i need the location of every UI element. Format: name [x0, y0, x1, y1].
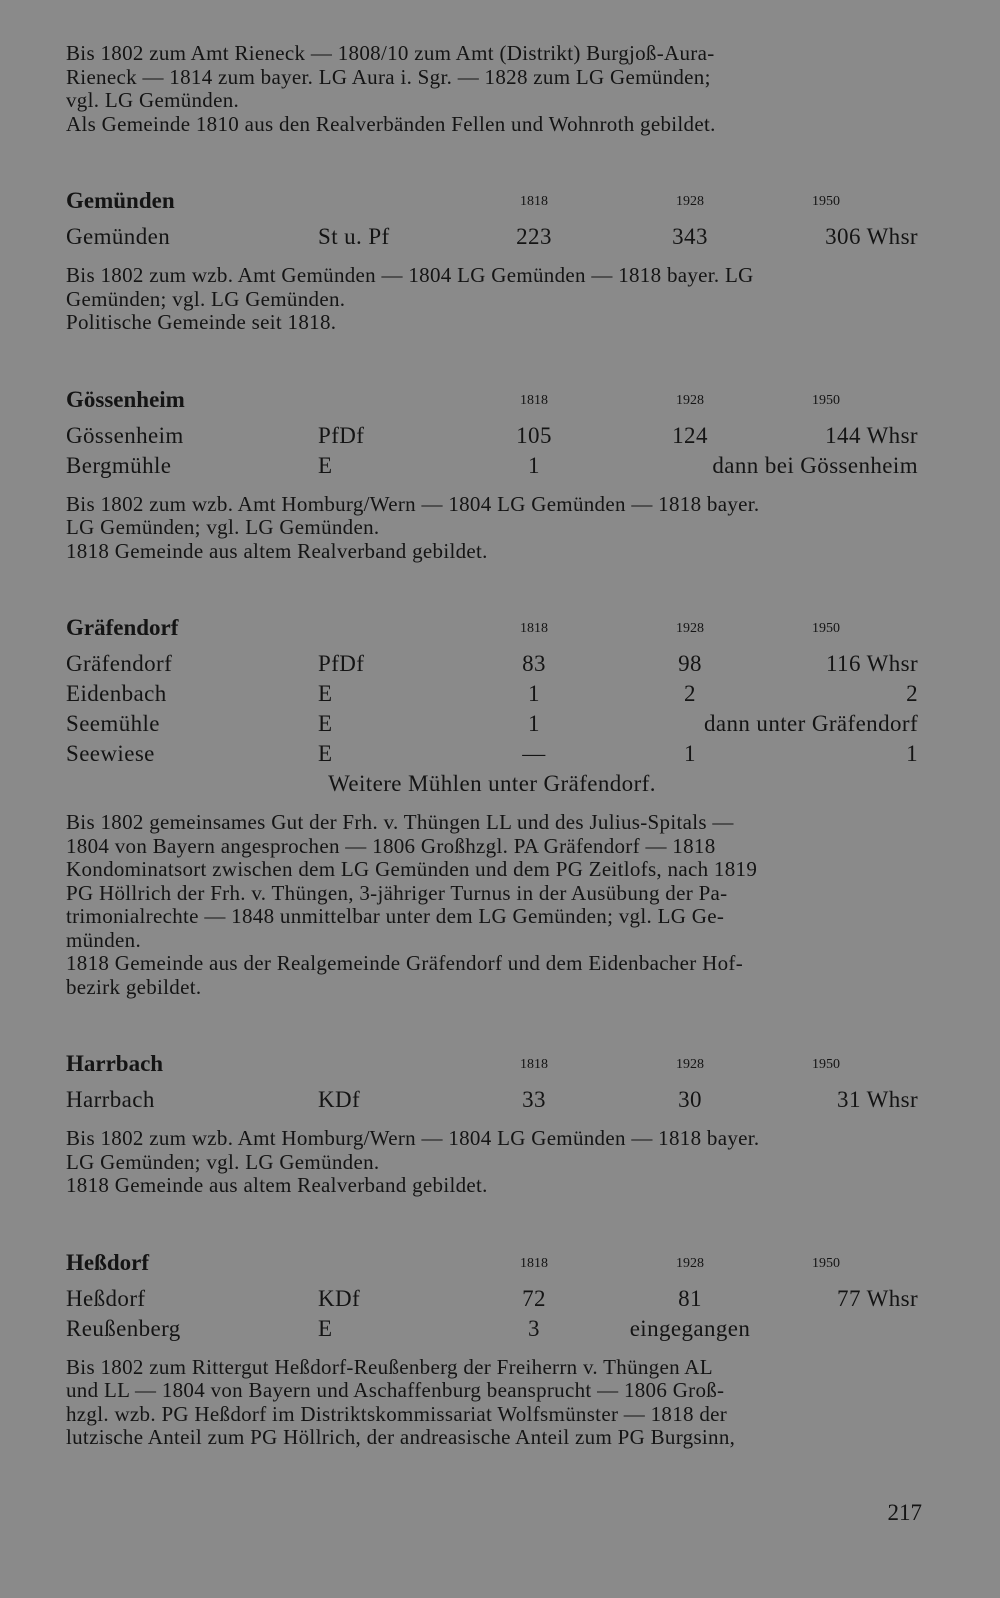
- place-type: E: [318, 681, 333, 706]
- section-description: [66, 1356, 918, 1450]
- section-0: [66, 184, 918, 335]
- year-label-1928: 1928: [676, 1255, 704, 1271]
- count-1950: 31 Whsr: [837, 1087, 918, 1112]
- place-row: [66, 1286, 918, 1316]
- description-line: Bis 1802 zum wzb. Amt Homburg/Wern — 1804 LG Gemünden — 1818 bayer.: [66, 491, 760, 516]
- count-1950: 1: [906, 741, 918, 766]
- intro-line: Bis 1802 zum Amt Rieneck — 1808/10 zum Amt (Distrikt) Burgjoß-Aura-: [66, 41, 715, 65]
- section-3: [66, 1047, 918, 1198]
- count-1818: 105: [516, 422, 552, 448]
- count-1818: 223: [516, 224, 552, 249]
- place-name: Gössenheim: [66, 422, 184, 448]
- place-row: [66, 1316, 918, 1346]
- description-line: Politische Gemeinde seit 1818.: [66, 310, 337, 334]
- year-label-1928: 1928: [676, 392, 704, 408]
- year-label-1950: 1950: [812, 1057, 840, 1072]
- place-type: PfDf: [318, 651, 365, 676]
- place-name: Gräfendorf: [66, 651, 173, 676]
- description-line: Gemünden; vgl. LG Gemünden.: [66, 286, 346, 311]
- place-row: [66, 651, 918, 681]
- sections: [66, 184, 918, 1450]
- section-header: [66, 184, 918, 214]
- year-label-1950: 1950: [812, 1255, 840, 1271]
- place-name: Harrbach: [66, 1087, 155, 1112]
- description-line: trimonialrechte — 1848 unmittelbar unter dem LG Gemünden; vgl. LG Ge-: [66, 904, 725, 928]
- place-name: Eidenbach: [66, 681, 167, 706]
- place-type: PfDf: [318, 422, 365, 448]
- place-row: [66, 711, 918, 741]
- count-1818: 1: [528, 711, 540, 736]
- section-description: [66, 811, 918, 999]
- place-table: [66, 1286, 918, 1346]
- year-label-1950: 1950: [812, 621, 840, 636]
- year-label-1818: 1818: [520, 1255, 548, 1271]
- section-title: Harrbach: [66, 1051, 164, 1076]
- place-type: KDf: [318, 1087, 361, 1112]
- place-row: [66, 423, 918, 453]
- description-line: und LL — 1804 von Bayern und Aschaffenburg beansprucht — 1806 Groß-: [66, 1378, 725, 1402]
- description-line: 1804 von Bayern angesprochen — 1806 Großhzgl. PA Gräfendorf — 1818: [66, 833, 716, 858]
- page: [66, 42, 918, 1450]
- count-1818: 33: [522, 1087, 546, 1112]
- description-line: Bis 1802 zum wzb. Amt Gemünden — 1804 LG Gemünden — 1818 bayer. LG: [66, 263, 754, 287]
- count-1818: 72: [522, 1285, 546, 1311]
- section-title: Gössenheim: [66, 386, 185, 412]
- count-1928: 1: [684, 741, 696, 766]
- place-row: [66, 681, 918, 711]
- section-title: Gemünden: [66, 188, 175, 213]
- count-1818: 83: [522, 651, 546, 676]
- place-type: E: [318, 741, 333, 766]
- place-name: Gemünden: [66, 224, 171, 249]
- count-1928: 81: [678, 1285, 702, 1311]
- description-line: Bis 1802 gemeinsames Gut der Frh. v. Thüngen LL und des Julius-Spitals —: [66, 810, 734, 834]
- row-remark: dann bei Gössenheim: [712, 452, 918, 478]
- place-name: Seemühle: [66, 711, 160, 736]
- description-line: 1818 Gemeinde aus altem Realverband gebildet.: [66, 538, 488, 563]
- description-line: Kondominatsort zwischen dem LG Gemünden und dem PG Zeitlofs, nach 1819: [66, 857, 758, 881]
- intro-line: vgl. LG Gemünden.: [66, 88, 240, 112]
- place-row: [66, 224, 918, 254]
- place-table: [66, 224, 918, 254]
- count-1818: 3: [528, 1315, 540, 1341]
- description-line: LG Gemünden; vgl. LG Gemünden.: [66, 1149, 380, 1174]
- count-1928: 343: [672, 224, 708, 249]
- section-2: [66, 611, 918, 999]
- description-line: 1818 Gemeinde aus altem Realverband gebildet.: [66, 1173, 488, 1197]
- section-description: [66, 493, 918, 564]
- section-1: [66, 383, 918, 564]
- description-line: hzgl. wzb. PG Heßdorf im Distriktskommissariat Wolfsmünster — 1818 der: [66, 1401, 728, 1426]
- year-label-1818: 1818: [520, 621, 548, 636]
- place-type: E: [318, 452, 333, 478]
- count-1818: —: [522, 741, 546, 766]
- section-header: [66, 383, 918, 413]
- count-1950: 116 Whsr: [826, 651, 918, 676]
- year-label-1928: 1928: [676, 194, 704, 209]
- description-line: 1818 Gemeinde aus der Realgemeinde Gräfendorf und dem Eidenbacher Hof-: [66, 951, 743, 975]
- section-title: Gräfendorf: [66, 615, 179, 640]
- intro-paragraph: [66, 42, 918, 136]
- row-remark: eingegangen: [629, 1315, 751, 1341]
- count-1818: 1: [528, 452, 540, 478]
- place-type: E: [318, 711, 333, 736]
- description-line: Bis 1802 zum Rittergut Heßdorf-Reußenberg der Freiherrn v. Thüngen AL: [66, 1354, 713, 1379]
- count-1928: 30: [678, 1087, 702, 1112]
- count-1818: 1: [528, 681, 540, 706]
- count-1950: 2: [906, 681, 918, 706]
- count-1928: 98: [678, 651, 702, 676]
- count-1928: 124: [672, 422, 708, 448]
- place-name: Bergmühle: [66, 452, 172, 478]
- place-row: [66, 453, 918, 483]
- place-table: [66, 423, 918, 483]
- place-table: [66, 1087, 918, 1117]
- year-label-1928: 1928: [676, 1057, 704, 1072]
- page-number: 217: [887, 1500, 922, 1525]
- description-line: PG Höllrich der Frh. v. Thüngen, 3-jähriger Turnus in der Ausübung der Pa-: [66, 880, 728, 905]
- place-name: Reußenberg: [66, 1315, 181, 1341]
- section-description: [66, 264, 918, 335]
- section-header: [66, 1047, 918, 1077]
- section-4: [66, 1246, 918, 1450]
- count-1950: 77 Whsr: [837, 1285, 918, 1311]
- place-name: Heßdorf: [66, 1285, 146, 1311]
- intro-line: Als Gemeinde 1810 aus den Realverbänden Fellen und Wohnroth gebildet.: [66, 111, 716, 136]
- year-label-1818: 1818: [520, 392, 548, 408]
- intro-line: Rieneck — 1814 zum bayer. LG Aura i. Sgr. — 1828 zum LG Gemünden;: [66, 64, 711, 89]
- place-table: [66, 651, 918, 771]
- description-line: LG Gemünden; vgl. LG Gemünden.: [66, 515, 380, 539]
- description-line: lutzische Anteil zum PG Höllrich, der andreasische Anteil zum PG Burgsinn,: [66, 1425, 736, 1449]
- year-label-1950: 1950: [812, 194, 840, 209]
- section-note: Weitere Mühlen unter Gräfendorf.: [328, 771, 656, 796]
- place-name: Seewiese: [66, 741, 155, 766]
- description-line: Bis 1802 zum wzb. Amt Homburg/Wern — 1804 LG Gemünden — 1818 bayer.: [66, 1126, 760, 1150]
- year-label-1928: 1928: [676, 621, 704, 636]
- section-title: Heßdorf: [66, 1249, 150, 1275]
- section-header: [66, 1246, 918, 1276]
- year-label-1818: 1818: [520, 1057, 548, 1072]
- year-label-1950: 1950: [812, 392, 840, 408]
- count-1950: 144 Whsr: [825, 422, 918, 448]
- description-line: bezirk gebildet.: [66, 974, 202, 999]
- description-line: münden.: [66, 927, 142, 952]
- place-type: E: [318, 1315, 333, 1341]
- count-1950: 306 Whsr: [825, 224, 918, 249]
- place-type: St u. Pf: [318, 224, 390, 249]
- place-row: [66, 1087, 918, 1117]
- count-1928: 2: [684, 681, 696, 706]
- section-header: [66, 611, 918, 641]
- place-row: [66, 741, 918, 771]
- year-label-1818: 1818: [520, 194, 548, 209]
- row-remark: dann unter Gräfendorf: [703, 711, 918, 736]
- section-description: [66, 1127, 918, 1198]
- place-type: KDf: [318, 1285, 361, 1311]
